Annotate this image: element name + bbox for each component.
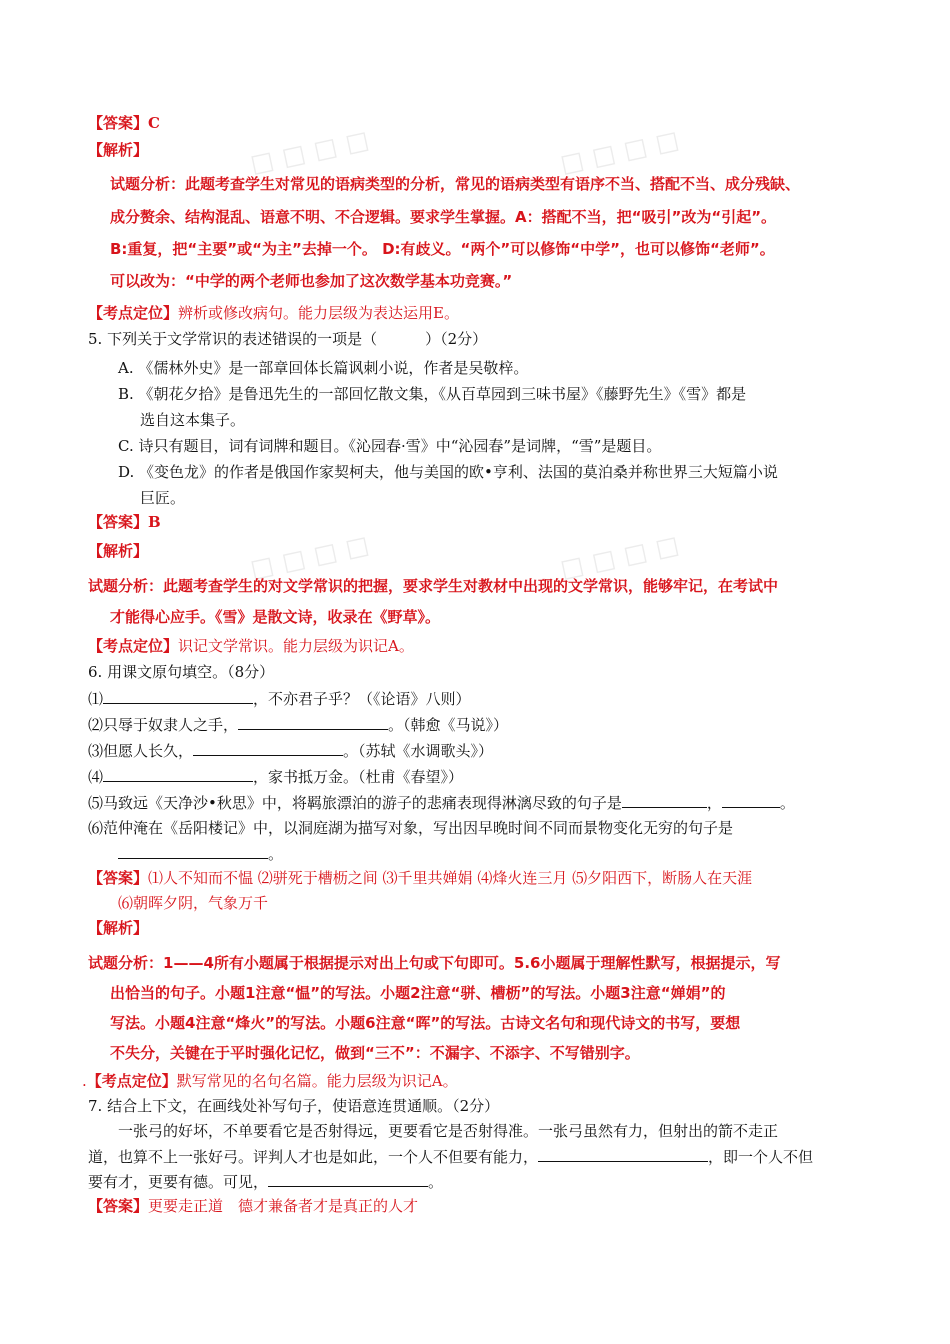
q6-item-1: [88, 688, 471, 709]
q6-analysis-line: 试题分析：1——4所有小题属于根据提示对出上句或下句即可。5.6小题属于理解性默写，根据提示，写: [88, 954, 781, 972]
q6-analysis-line: 出恰当的句子。小题1注意“愠”的写法。小题2注意“骈、槽枥”的写法。小题3注意“婵娟”的: [110, 984, 726, 1002]
passage-text: 要有才，更要有德。可见，: [88, 1173, 269, 1191]
point-label: 【考点定位】: [88, 637, 179, 655]
q5-answer-line: [88, 512, 161, 532]
answer-label: 【答案】: [88, 869, 149, 887]
q4-analysis-line: B:重复，把“主要”或“为主”去掉一个。 D:有歧义。“两个”可以修饰“中学”，也可以修饰“老师”。: [110, 240, 775, 258]
point-prefix: .: [82, 1072, 87, 1090]
answer-value: B: [148, 513, 161, 531]
q5-option-b: B. 《朝花夕拾》是鲁迅先生的一部回忆散文集，《从百草园到三味书屋》《藤野先生》《雪》都是: [118, 385, 747, 403]
item-number: ⑸: [88, 794, 104, 812]
item-text: 马致远《天净沙•秋思》中，将羁旅漂泊的游子的悲痛表现得淋漓尽致的句子是: [103, 794, 622, 812]
fill-blank[interactable]: [103, 766, 253, 782]
q5-option-d-cont: 巨匠。: [140, 489, 186, 507]
q6-stem: 6. 用课文原句填空。（8分）: [88, 663, 275, 681]
item-text: 。（韩愈《马说》）: [388, 716, 509, 734]
item-number: ⑴: [88, 690, 104, 708]
fill-blank[interactable]: [268, 1171, 428, 1187]
watermark: ☐ ☐ ☐ ☐: [248, 532, 373, 588]
point-text: 识记文学常识。能力层级为识记A。: [178, 637, 414, 655]
q4-answer-line: [88, 113, 160, 133]
point-label: 【考点定位】: [86, 1072, 177, 1090]
q4-analysis-line: 试题分析：此题考查学生对常见的语病类型的分析，常见的语病类型有语序不当、搭配不当、成分残缺、: [110, 175, 801, 193]
q7-passage-line: [88, 1171, 443, 1192]
q6-analysis-line: 写法。小题4注意“烽火”的写法。小题6注意“晖”的写法。古诗文名句和现代诗文的书写，要想: [110, 1014, 741, 1032]
item-text: ，家书抵万金。（杜甫《春望》）: [253, 768, 464, 786]
q6-answer-cont: ⑹朝晖夕阴，气象万千: [118, 894, 269, 912]
passage-text: 道，也算不上一张好弓。评判人才也是如此，一个人不但要有能力，: [88, 1148, 539, 1166]
answer-label: 【答案】: [88, 114, 149, 132]
q5-analysis-line: 试题分析：此题考查学生的对文学常识的把握，要求学生对教材中出现的文学常识，能够牢记，在考试中: [88, 577, 779, 595]
item-number: ⑶: [88, 742, 104, 760]
q6-point-line: [82, 1071, 458, 1091]
item-text: 。（苏轼《水调歌头》）: [343, 742, 494, 760]
q5-stem-text: 5. 下列关于文学常识的表述错误的一项是（: [88, 330, 378, 348]
fill-blank[interactable]: [622, 792, 707, 808]
q5-option-a: A. 《儒林外史》是一部章回体长篇讽刺小说，作者是吴敬梓。: [118, 359, 529, 377]
q4-analysis-line: 成分赘余、结构混乱、语意不明、不合逻辑。要求学生掌握。A：搭配不当，把“吸引”改为“引起”。: [110, 208, 777, 226]
q5-analysis-label: 【解析】: [88, 542, 149, 560]
point-text: 默写常见的名句名篇。能力层级为识记A。: [176, 1072, 458, 1090]
point-text: 辨析或修改病句。能力层级为表达运用E。: [178, 304, 459, 322]
item-number: ⑷: [88, 768, 104, 786]
item-number: ⑵: [88, 716, 104, 734]
q5-stem-score: ）（2分）: [425, 330, 488, 348]
q4-analysis-line: 可以改为：“中学的两个老师也参加了这次数学基本功竞赛。”: [110, 272, 513, 290]
item-text: 只辱于奴隶人之手，: [103, 716, 239, 734]
answer-label: 【答案】: [88, 513, 149, 531]
watermark: ☐ ☐ ☐ ☐: [248, 127, 373, 183]
q4-analysis-label: 【解析】: [88, 141, 149, 159]
point-label: 【考点定位】: [88, 304, 179, 322]
q5-option-d: D. 《变色龙》的作者是俄国作家契柯夫，他与美国的欧•亨利、法国的莫泊桑并称世界三大短篇小说: [118, 463, 778, 481]
q7-answer-line: [88, 1196, 418, 1216]
q7-passage-line: [88, 1146, 813, 1167]
item-text: ，不亦君子乎？（《论语》八则）: [253, 690, 471, 708]
fill-blank[interactable]: [193, 740, 343, 756]
q7-stem: 7. 结合上下文，在画线处补写句子，使语意连贯通顺。（2分）: [88, 1097, 500, 1115]
item-text: 范仲淹在《岳阳楼记》中，以洞庭湖为描写对象，写出因早晚时间不同而景物变化无穷的句子是: [103, 819, 734, 837]
q5-stem: [88, 329, 487, 349]
q6-analysis-label: 【解析】: [88, 919, 149, 937]
q6-item-4: [88, 766, 463, 787]
answer-value: 更要走正道 德才兼备者才是真正的人才: [148, 1197, 419, 1215]
q6-answer-line: [88, 868, 752, 888]
fill-blank[interactable]: [538, 1146, 708, 1162]
fill-blank[interactable]: [118, 843, 268, 859]
q6-item-3: [88, 740, 493, 761]
q6-item-6: [88, 818, 733, 838]
q5-point-line: [88, 636, 414, 656]
item-text: 。: [268, 845, 284, 863]
fill-blank[interactable]: [238, 714, 388, 730]
item-number: ⑹: [88, 819, 104, 837]
fill-blank[interactable]: [103, 688, 253, 704]
watermark: ☐ ☐ ☐ ☐: [558, 532, 683, 588]
item-text: 但愿人长久，: [103, 742, 194, 760]
fill-blank[interactable]: [722, 792, 780, 808]
passage-text: ，即一个人不但: [708, 1148, 814, 1166]
item-text: ，: [706, 794, 722, 812]
q5-analysis-line: 才能得心应手。《雪》是散文诗，收录在《野草》。: [110, 608, 441, 626]
answer-label: 【答案】: [88, 1197, 149, 1215]
q4-point-line: [88, 303, 459, 323]
watermark: ☐ ☐ ☐ ☐: [558, 127, 683, 183]
q6-item-5: [88, 792, 795, 813]
q5-option-c: C. 诗只有题目，词有词牌和题目。《沁园春·雪》中“沁园春”是词牌，“雪”是题目。: [118, 437, 662, 455]
q5-option-b-cont: 选自这本集子。: [140, 411, 246, 429]
q7-passage-line: 一张弓的好坏，不单要看它是否射得远，更要看它是否射得准。一张弓虽然有力，但射出的箭不走正: [118, 1122, 779, 1140]
item-text: 。: [779, 794, 795, 812]
q6-item-2: [88, 714, 508, 735]
q6-item-6-cont: [118, 843, 283, 864]
answer-value: C: [148, 114, 160, 132]
passage-text: 。: [428, 1173, 444, 1191]
answer-text: ⑴人不知而不愠 ⑵骈死于槽枥之间 ⑶千里共婵娟 ⑷烽火连三月 ⑸夕阳西下，断肠人在天涯: [148, 869, 753, 887]
q6-analysis-line: 不失分，关键在于平时强化记忆，做到“三不”：不漏字、不添字、不写错别字。: [110, 1044, 640, 1062]
